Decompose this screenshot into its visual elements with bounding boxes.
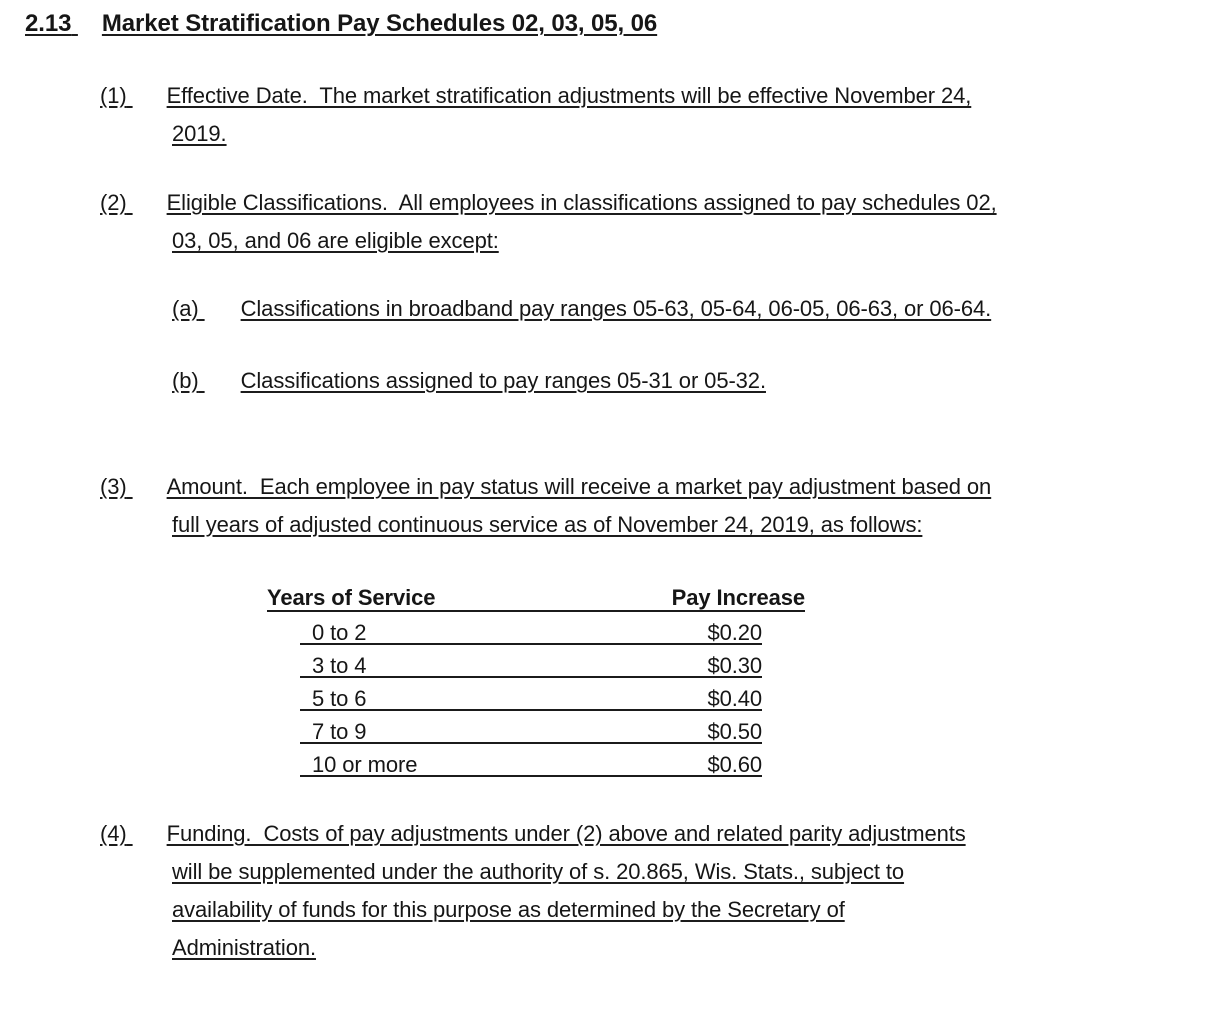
- item-tab-gap: [127, 474, 167, 499]
- item-text-line: [100, 815, 1215, 853]
- heading-number: 2.13: [25, 10, 72, 37]
- sub-list-item-b: [172, 362, 1215, 400]
- list-item-4: [100, 815, 1215, 967]
- heading-title: Market Stratification Pay Schedules 02, 03, 05, 06: [101, 10, 658, 37]
- pay-table: [267, 585, 1215, 777]
- heading-tab-gap: [71, 10, 102, 37]
- item-text: 03, 05, and 06 are eligible except:: [172, 228, 499, 253]
- item-text-line: [172, 290, 1215, 328]
- item-text-line: [100, 184, 1215, 222]
- item-text: Classifications in broadband pay ranges 05-63, 05-64, 06-05, 06-63, or 06-64.: [240, 296, 992, 321]
- item-text: Administration.: [172, 935, 317, 960]
- years-of-service-header: Years of Service: [267, 585, 436, 610]
- table-row: [300, 752, 762, 777]
- item-marker: (a): [172, 296, 199, 321]
- item-tab-gap: [199, 368, 241, 393]
- years-cell: 3 to 4: [312, 653, 367, 678]
- item-marker: (3): [100, 474, 127, 499]
- table-row: [300, 686, 762, 711]
- section-heading: [25, 5, 1215, 43]
- years-cell: 7 to 9: [312, 719, 367, 744]
- years-cell: 10 or more: [312, 752, 418, 777]
- item-text: Funding. Costs of pay adjustments under (2) above and related parity adjustments: [166, 821, 966, 846]
- years-cell: 0 to 2: [312, 620, 367, 645]
- item-text-line: [172, 115, 1215, 153]
- item-text: availability of funds for this purpose as determined by the Secretary of: [172, 897, 845, 922]
- document-page: [0, 5, 1215, 967]
- item-marker: (2): [100, 190, 127, 215]
- pay-increase-cell: $0.40: [707, 686, 762, 711]
- item-text-line: [172, 891, 1215, 929]
- item-text: Effective Date. The market stratification adjustments will be effective November 24,: [166, 83, 972, 108]
- table-row: [300, 653, 762, 678]
- sub-list-item-a: [172, 290, 1215, 328]
- item-tab-gap: [127, 83, 167, 108]
- pay-increase-cell: $0.60: [707, 752, 762, 777]
- pay-increase-cell: $0.30: [707, 653, 762, 678]
- item-text: Amount. Each employee in pay status will receive a market pay adjustment based on: [166, 474, 992, 499]
- item-text-line: [100, 77, 1215, 115]
- item-text-line: [172, 222, 1215, 260]
- item-tab-gap: [127, 821, 167, 846]
- pay-increase-cell: $0.50: [707, 719, 762, 744]
- item-tab-gap: [127, 190, 167, 215]
- item-text: full years of adjusted continuous service as of November 24, 2019, as follows:: [172, 512, 923, 537]
- item-marker: (4): [100, 821, 127, 846]
- item-text-line: [100, 468, 1215, 506]
- pay-increase-header: Pay Increase: [671, 585, 805, 610]
- years-cell: 5 to 6: [312, 686, 367, 711]
- table-header-row: [267, 585, 805, 612]
- item-marker: (1): [100, 83, 127, 108]
- list-item-3: [100, 468, 1215, 544]
- item-text: will be supplemented under the authority of s. 20.865, Wis. Stats., subject to: [172, 859, 905, 884]
- item-text: 2019.: [172, 121, 227, 146]
- item-tab-gap: [199, 296, 241, 321]
- item-text: Eligible Classifications. All employees in classifications assigned to pay schedules 02,: [166, 190, 997, 215]
- item-text-line: [172, 362, 1215, 400]
- list-item-2: [100, 184, 1215, 260]
- list-item-1: [100, 77, 1215, 153]
- item-text: Classifications assigned to pay ranges 05-31 or 05-32.: [240, 368, 766, 393]
- pay-increase-cell: $0.20: [707, 620, 762, 645]
- table-row: [300, 620, 762, 645]
- item-marker: (b): [172, 368, 199, 393]
- item-text-line: [172, 929, 1215, 967]
- table-row: [300, 719, 762, 744]
- item-text-line: [172, 853, 1215, 891]
- item-text-line: [172, 506, 1215, 544]
